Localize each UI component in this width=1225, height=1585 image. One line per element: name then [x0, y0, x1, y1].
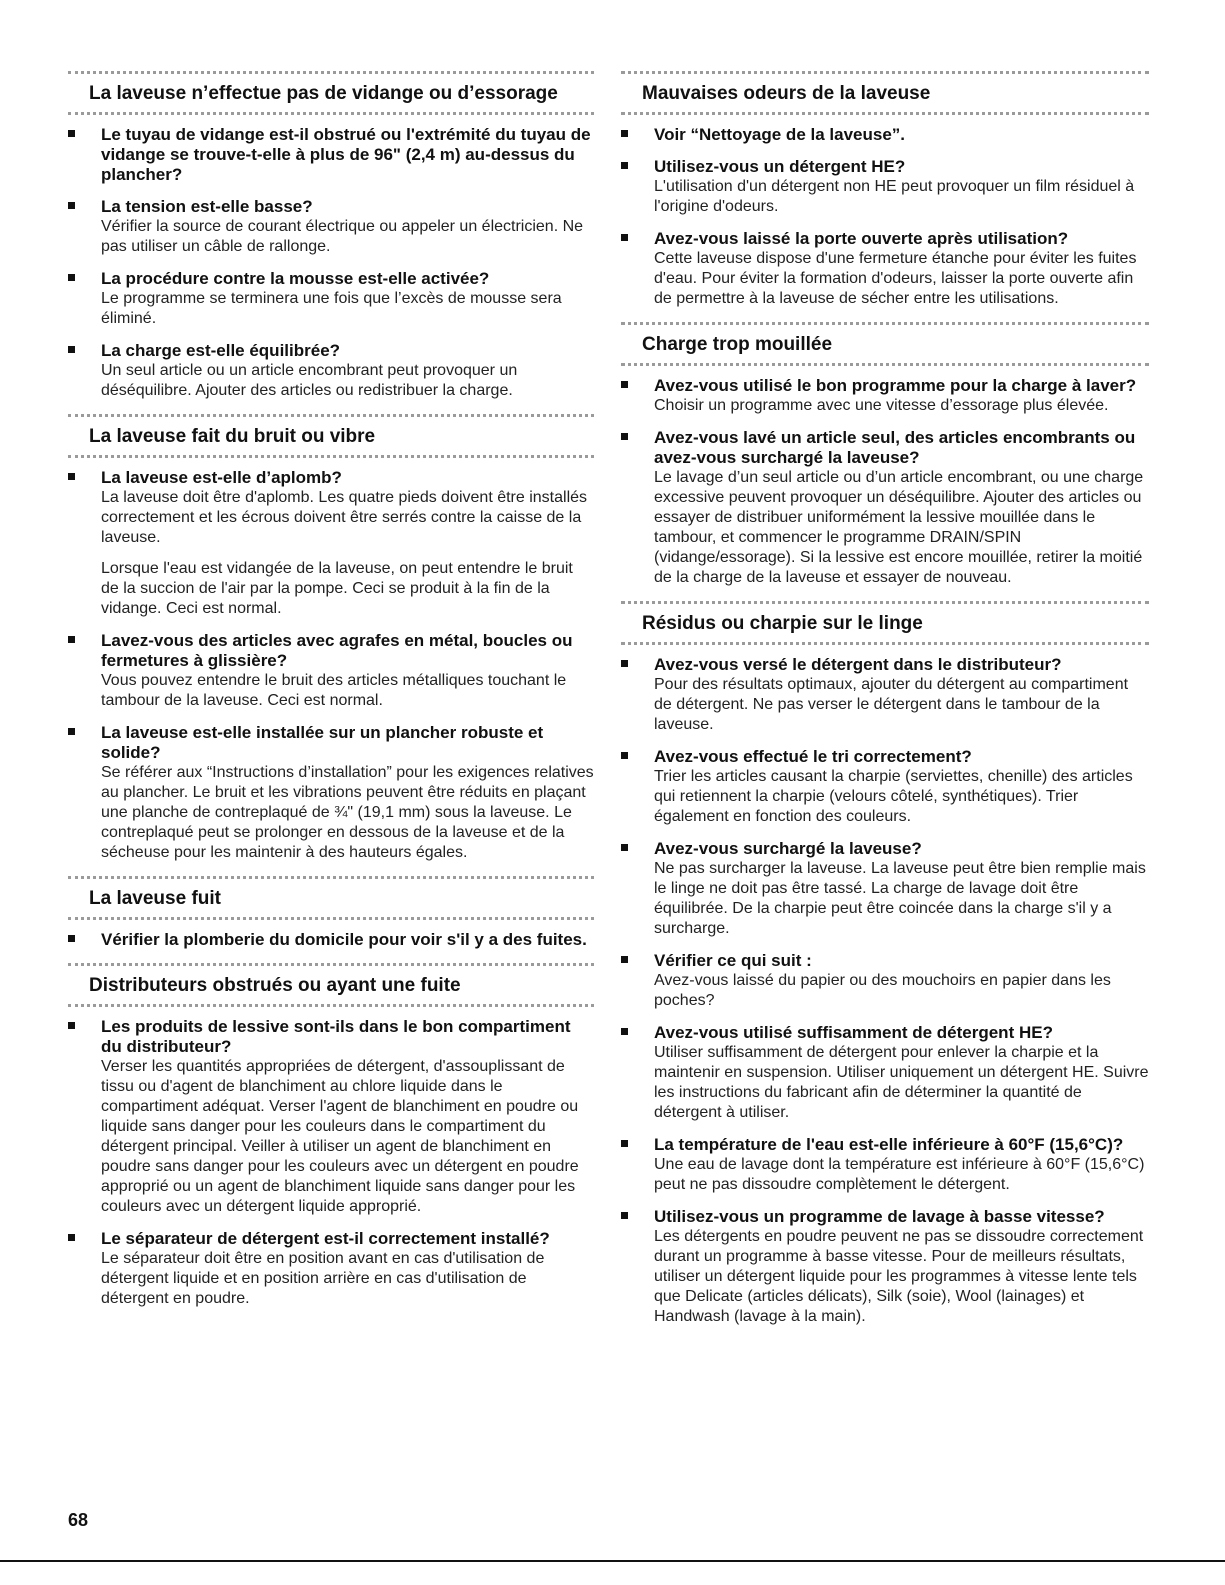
- troubleshooting-section: [68, 71, 594, 401]
- square-bullet-icon: [68, 473, 75, 480]
- square-bullet-icon: [68, 935, 75, 942]
- list-item: [68, 631, 594, 711]
- bottom-divider: [0, 1560, 1225, 1562]
- square-bullet-icon: [68, 636, 75, 643]
- list-item: [621, 428, 1149, 588]
- list-item: [68, 1229, 594, 1309]
- list-item: [68, 723, 594, 863]
- square-bullet-icon: [621, 381, 628, 388]
- square-bullet-icon: [621, 1212, 628, 1219]
- answer-text: Cette laveuse dispose d'une fermeture étanche pour éviter les fuites d'eau. Pour éviter la formation d'odeurs, laisser la porte ouverte afin de permettre à la laveuse de sécher entre les utilisations.: [654, 250, 1137, 307]
- list-item: [68, 269, 594, 329]
- section-header: [68, 963, 594, 1007]
- question-text: Avez-vous laissé la porte ouverte après utilisation?: [654, 229, 1069, 248]
- list-item: [621, 1135, 1149, 1195]
- list-item: [621, 951, 1149, 1011]
- square-bullet-icon: [621, 1028, 628, 1035]
- troubleshooting-section: [68, 963, 594, 1309]
- square-bullet-icon: [621, 130, 628, 137]
- square-bullet-icon: [621, 844, 628, 851]
- answer-text: Vérifier la source de courant électrique ou appeler un électricien. Ne pas utiliser un câble de rallonge.: [101, 218, 584, 255]
- section-title: Mauvaises odeurs de la laveuse: [642, 83, 931, 104]
- question-text: La procédure contre la mousse est-elle activée?: [101, 269, 490, 288]
- section-header: [621, 601, 1149, 645]
- answer-text: Avez-vous laissé du papier ou des mouchoirs en papier dans les poches?: [654, 972, 1111, 1009]
- page-number: 68: [68, 1510, 89, 1530]
- question-text: Avez-vous versé le détergent dans le distributeur?: [654, 655, 1062, 674]
- question-text: Utilisez-vous un détergent HE?: [654, 157, 906, 176]
- list-item: [621, 747, 1149, 827]
- left-column: [68, 71, 594, 1322]
- right-column: [621, 71, 1149, 1340]
- question-text: Avez-vous surchargé la laveuse?: [654, 839, 922, 858]
- answer-text: La laveuse doit être d'aplomb. Les quatre pieds doivent être installés correctement et les écrous doivent être serrés contre la caisse de la laveuse.: [101, 489, 588, 546]
- question-text: Les produits de lessive sont-ils dans le bon compartiment du distributeur?: [101, 1017, 571, 1056]
- question-text: Le séparateur de détergent est-il correctement installé?: [101, 1229, 550, 1248]
- question-text: Avez-vous utilisé suffisamment de détergent HE?: [654, 1023, 1053, 1042]
- list-item: [68, 197, 594, 257]
- square-bullet-icon: [621, 752, 628, 759]
- troubleshooting-section: [68, 876, 594, 950]
- square-bullet-icon: [68, 202, 75, 209]
- answer-text: Ne pas surcharger la laveuse. La laveuse peut être bien remplie mais le linge ne doit pas être tassé. La charge de lavage doit être équilibrée. De la charpie peut être coincée dans la charge s'il y a surcharge.: [654, 860, 1146, 937]
- square-bullet-icon: [621, 433, 628, 440]
- question-text: Vérifier la plomberie du domicile pour voir s'il y a des fuites.: [101, 930, 587, 949]
- square-bullet-icon: [68, 130, 75, 137]
- answer-text: Une eau de lavage dont la température est inférieure à 60°F (15,6°C) peut ne pas dissoudre complètement le détergent.: [654, 1156, 1145, 1193]
- square-bullet-icon: [621, 234, 628, 241]
- square-bullet-icon: [68, 346, 75, 353]
- answer-text: Un seul article ou un article encombrant peut provoquer un déséquilibre. Ajouter des articles ou redistribuer la charge.: [101, 362, 518, 399]
- square-bullet-icon: [621, 162, 628, 169]
- question-text: Utilisez-vous un programme de lavage à basse vitesse?: [654, 1207, 1105, 1226]
- troubleshooting-section: [621, 322, 1149, 588]
- section-header: [68, 71, 594, 115]
- question-text: La laveuse est-elle d’aplomb?: [101, 468, 342, 487]
- section-header: [621, 71, 1149, 115]
- answer-text: Les détergents en poudre peuvent ne pas se dissoudre correctement durant un programme à basse vitesse. Pour de meilleurs résultats, utiliser un détergent liquide pour les programmes à vitesse lente tels que Delicate (articles délicats), Silk (soie), Wool (lainages) et Handwash (lavage à la main).: [654, 1228, 1144, 1325]
- question-text: Avez-vous utilisé le bon programme pour la charge à laver?: [654, 376, 1137, 395]
- question-text: Vérifier ce qui suit :: [654, 951, 812, 970]
- section-title: La laveuse n’effectue pas de vidange ou d’essorage: [89, 83, 558, 104]
- list-item: [621, 376, 1149, 416]
- answer-text: Verser les quantités appropriées de détergent, d'assouplissant de tissu ou d'agent de blanchiment au chlore liquide dans le compartiment adéquat. Verser l'agent de blanchiment en poudre ou liquide sans danger pour les couleurs dans le compartiment du détergent principal. Veiller à utiliser un agent de blanchiment en poudre sans danger pour les couleurs avec un détergent en poudre approprié ou un agent de blanchiment liquide sans danger pour les couleurs avec un détergent liquide approprié.: [101, 1058, 579, 1215]
- square-bullet-icon: [621, 660, 628, 667]
- list-item: [68, 125, 594, 185]
- square-bullet-icon: [68, 1234, 75, 1241]
- square-bullet-icon: [621, 1140, 628, 1147]
- section-title: Distributeurs obstrués ou ayant une fuite: [89, 975, 461, 996]
- list-item: [68, 930, 594, 950]
- troubleshooting-section: [621, 601, 1149, 1327]
- section-title: La laveuse fait du bruit ou vibre: [89, 426, 376, 447]
- troubleshooting-section: [621, 71, 1149, 309]
- question-text: Avez-vous effectué le tri correctement?: [654, 747, 972, 766]
- list-item: [68, 468, 594, 619]
- troubleshooting-section: [68, 414, 594, 863]
- section-header: [68, 876, 594, 920]
- question-text: Le tuyau de vidange est-il obstrué ou l'extrémité du tuyau de vidange se trouve-t-elle à plus de 96" (2,4 m) au-dessus du plancher?: [101, 125, 591, 184]
- list-item: [621, 157, 1149, 217]
- list-item: [621, 655, 1149, 735]
- section-title: La laveuse fuit: [89, 888, 221, 909]
- answer-text: Utiliser suffisamment de détergent pour enlever la charpie et la maintenir en suspension. Utiliser uniquement un détergent HE. Suivre les instructions du fabricant afin de déterminer la quantité de détergent à utiliser.: [654, 1044, 1149, 1121]
- list-item: [621, 229, 1149, 309]
- answer-text: Trier les articles causant la charpie (serviettes, chenille) des articles qui retiennent la charpie (velours côtelé, synthétiques). Trier également en fonction des couleurs.: [654, 768, 1133, 825]
- list-item: [621, 1023, 1149, 1123]
- section-title: Charge trop mouillée: [642, 334, 833, 355]
- list-item: [621, 1207, 1149, 1327]
- square-bullet-icon: [68, 1022, 75, 1029]
- question-text: La laveuse est-elle installée sur un plancher robuste et solide?: [101, 723, 544, 762]
- list-item: [68, 341, 594, 401]
- answer-text: Lorsque l'eau est vidangée de la laveuse, on peut entendre le bruit de la succion de l'air par la pompe. Ceci se produit à la fin de la vidange. Ceci est normal.: [101, 560, 573, 617]
- question-text: La tension est-elle basse?: [101, 197, 313, 216]
- answer-text: Pour des résultats optimaux, ajouter du détergent au compartiment de détergent. Ne pas verser le détergent dans le tambour de la laveuse.: [654, 676, 1129, 733]
- answer-text: Le lavage d’un seul article ou d’un article encombrant, ou une charge excessive peuvent provoquer un déséquilibre. Ajouter des articles ou essayer de distribuer uniformément la lessive mouillée dans le tambour, et commencer le programme DRAIN/SPIN (vidange/essorage). Si la lessive est encore mouillée, retirer la moitié de la charge de la laveuse et essayer de nouveau.: [654, 469, 1144, 586]
- answer-text: Vous pouvez entendre le bruit des articles métalliques touchant le tambour de la laveuse. Ceci est normal.: [101, 672, 567, 709]
- section-header: [621, 322, 1149, 366]
- list-item: [621, 125, 1149, 145]
- section-header: [68, 414, 594, 458]
- square-bullet-icon: [68, 274, 75, 281]
- list-item: [621, 839, 1149, 939]
- section-title: Résidus ou charpie sur le linge: [642, 613, 923, 634]
- answer-text: Choisir un programme avec une vitesse d’essorage plus élevée.: [654, 397, 1109, 414]
- square-bullet-icon: [621, 956, 628, 963]
- question-text: Voir “Nettoyage de la laveuse”.: [654, 125, 905, 144]
- question-text: La charge est-elle équilibrée?: [101, 341, 341, 360]
- answer-text: L'utilisation d'un détergent non HE peut provoquer un film résiduel à l'origine d'odeurs.: [654, 178, 1135, 215]
- question-text: La température de l'eau est-elle inférieure à 60°F (15,6°C)?: [654, 1135, 1124, 1154]
- answer-text: Le séparateur doit être en position avant en cas d'utilisation de détergent liquide et en position arrière en cas d'utilisation de détergent en poudre.: [101, 1250, 545, 1307]
- question-text: Lavez-vous des articles avec agrafes en métal, boucles ou fermetures à glissière?: [101, 631, 573, 670]
- square-bullet-icon: [68, 728, 75, 735]
- answer-text: Le programme se terminera une fois que l’excès de mousse sera éliminé.: [101, 290, 562, 327]
- question-text: Avez-vous lavé un article seul, des articles encombrants ou avez-vous surchargé la laveuse?: [654, 428, 1136, 467]
- answer-text: Se référer aux “Instructions d’installation” pour les exigences relatives au plancher. Le bruit et les vibrations peuvent être réduits en plaçant une planche de contreplaqué de ¾" (19,1 mm) sous la laveuse. Le contreplaqué peut se prolonger en dessous de la laveuse et de la sécheuse pour les maintenir à des hauteurs égales.: [101, 764, 594, 861]
- list-item: [68, 1017, 594, 1217]
